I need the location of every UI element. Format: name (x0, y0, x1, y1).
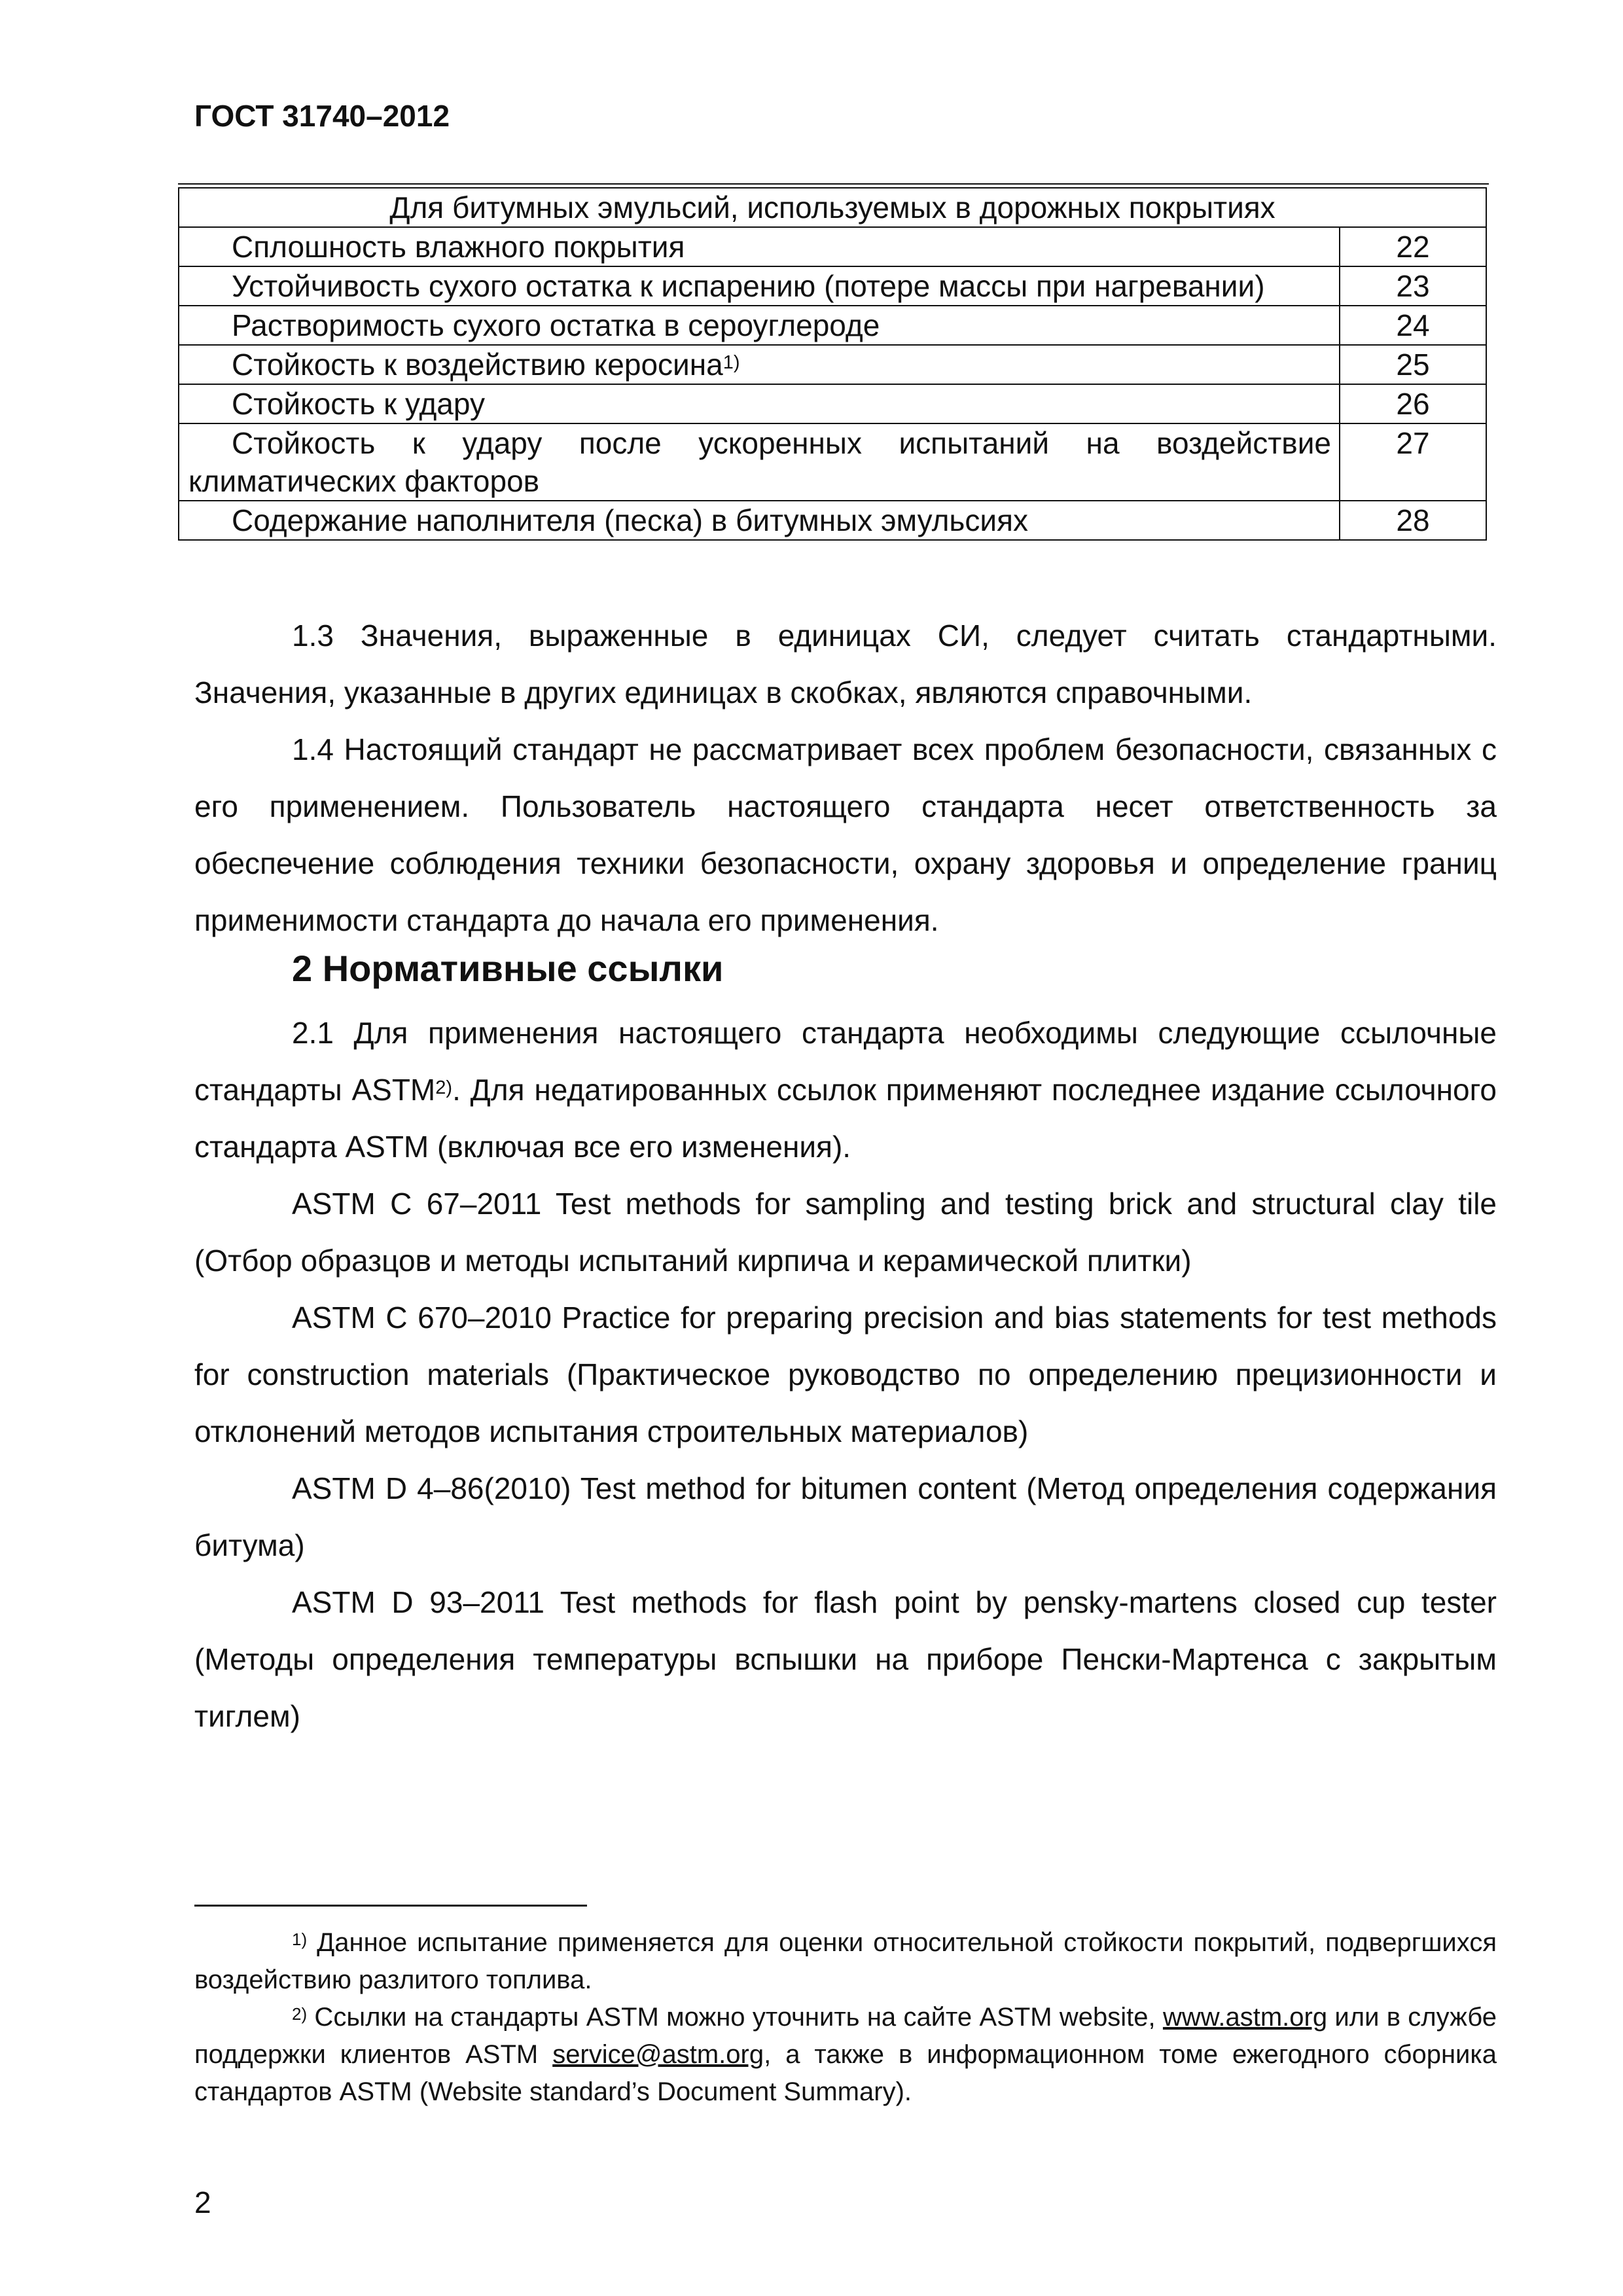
footnote-marker: 2) (435, 1077, 453, 1098)
section-heading: 2 Нормативные ссылки (292, 948, 724, 989)
footnote-2-text: Ссылки на стандарты ASTM можно уточнить на сайте ASTM website, (307, 2003, 1163, 2032)
reference-item: ASTM D 4–86(2010) Test method for bitumen content (Метод определения содержания битума) (194, 1471, 1497, 1562)
footnote-1 (194, 1924, 1497, 1999)
table-row (179, 306, 1486, 345)
paragraph-1-4: 1.4 Настоящий стандарт не рассматривает всех проблем безопасности, связанных с его применением. Пользователь настоящего стандарта несет ответственность за обеспечение соблюдения техники безопасности, охрану здоровья и определение границ применимости стандарта до начала его применения. (194, 732, 1497, 937)
footnotes (194, 1924, 1497, 2111)
footnote-mark: 1) (292, 1929, 308, 1949)
row-title: Содержание наполнителя (песка) в битумных эмульсиях (232, 503, 1029, 537)
footnote-2 (194, 1999, 1497, 2111)
reference-item: ASTM C 670–2010 Practice for preparing precision and bias statements for test methods for construction materials (Практическое руководство по определению прецизионности и отклонений методов испытания строительных материалов) (194, 1300, 1497, 1448)
references-section (194, 1005, 1497, 1745)
reference-item: ASTM D 93–2011 Test methods for flash point by pensky-martens closed cup tester (Методы определения температуры вспышки на приборе Пенски-Мартенса с закрытым тиглем) (194, 1585, 1497, 1733)
paragraph-2-1 (194, 1005, 1497, 1175)
footnote-1-text: Данное испытание применяется для оценки относительной стойкости покрытий, подвергшихся воздействию разлитого топлива. (194, 1928, 1497, 1994)
footnote-mark: 2) (292, 2004, 308, 2024)
row-page: 27 (1340, 423, 1486, 501)
row-page: 25 (1340, 345, 1486, 384)
table-group-row (179, 188, 1486, 227)
table-row (179, 501, 1486, 540)
row-page: 22 (1340, 227, 1486, 266)
table-row (179, 423, 1486, 501)
paragraph-1-3: 1.3 Значения, выраженные в единицах СИ, следует считать стандартными. Значения, указанные в других единицах в скобках, являются справочными. (194, 619, 1497, 709)
paragraph-2-1-text: 2.1 Для применения настоящего стандарта необходимы следующие ссылочные стандарты ASTM (194, 1016, 1497, 1107)
astm-email-link[interactable]: service@astm.org (552, 2040, 764, 2069)
paragraph-2-1-text-end: . Для недатированных ссылок применяют последнее издание ссылочного стандарта ASTM (включая все его изменения). (194, 1073, 1497, 1164)
row-title: Сплошность влажного покрытия (232, 230, 685, 264)
astm-website-link[interactable]: www.astm.org (1162, 2003, 1328, 2032)
table-row (179, 345, 1486, 384)
footnote-2-text: или в службе поддержки клиентов ASTM (194, 2003, 1497, 2069)
row-page: 26 (1340, 384, 1486, 423)
footnote-2-text: , а также в информационном томе ежегодного сборника стандартов ASTM (Website standard’s Document Summary). (194, 2040, 1497, 2106)
row-title: Стойкость к удару после ускоренных испытаний на воздействие климатических факторов (188, 426, 1331, 498)
row-page: 24 (1340, 306, 1486, 345)
table-row (179, 227, 1486, 266)
group-title: Для битумных эмульсий, используемых в дорожных покрытиях (179, 188, 1486, 227)
row-page: 28 (1340, 501, 1486, 540)
table-top-rule (178, 183, 1489, 185)
table-row (179, 266, 1486, 306)
page-number: 2 (194, 2185, 211, 2219)
row-title: Растворимость сухого остатка в сероуглероде (232, 308, 880, 342)
contents-table (178, 187, 1487, 541)
footnote-separator (194, 1905, 587, 1907)
document-id: ГОСТ 31740–2012 (194, 99, 450, 133)
row-page: 23 (1340, 266, 1486, 306)
table-row (179, 384, 1486, 423)
row-title: Стойкость к воздействию керосина (232, 348, 723, 382)
reference-item: ASTM C 67–2011 Test methods for sampling and testing brick and structural clay tile (Отбор образцов и методы испытаний кирпича и керамической плитки) (194, 1187, 1497, 1278)
scope-paragraphs (194, 607, 1497, 949)
footnote-marker: 1) (722, 352, 740, 373)
row-title: Стойкость к удару (232, 387, 485, 421)
row-title: Устойчивость сухого остатка к испарению (потере массы при нагревании) (232, 269, 1265, 303)
